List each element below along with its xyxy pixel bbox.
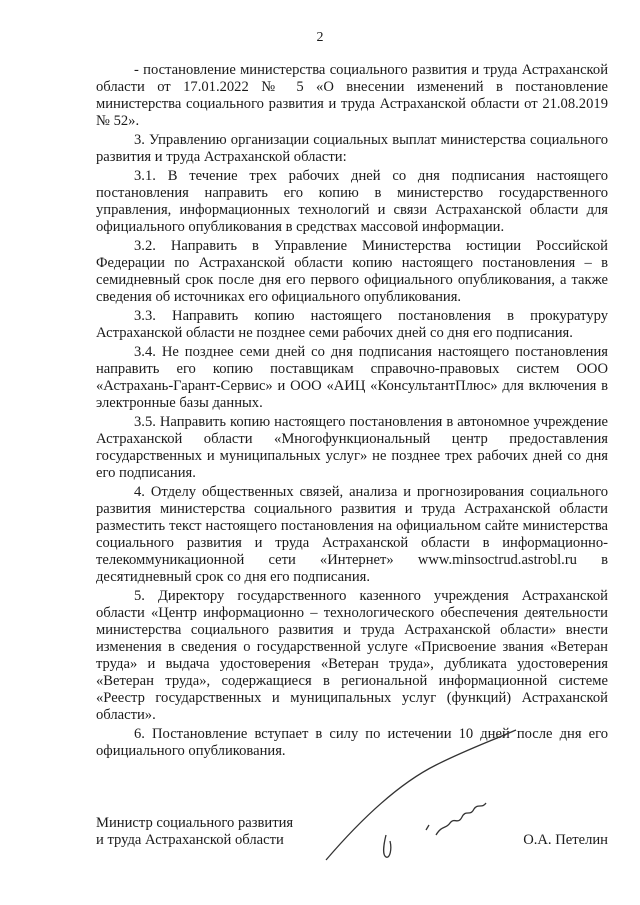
signatory-name: О.А. Петелин	[523, 832, 608, 848]
paragraph-3-1: 3.1. В течение трех рабочих дней со дня подписания настоящего постановления направить его копию в министерство государственного управления, информационных технологий и связи Астраханской области для официального опубликования в средствах массовой информации.	[96, 168, 608, 235]
paragraph-4: 4. Отделу общественных связей, анализа и прогнозирования социального развития министерства социального развития и труда Астраханской области разместить текст настоящего постановления на официальном сайте министерства социального развития и труда Астраханской области в информационно-телекоммуникационной сети «Интернет» www.minsoctrud.astrobl.ru в десятидневный срок со дня его подписания.	[96, 484, 608, 585]
paragraph-6: 6. Постановление вступает в силу по истечении 10 дней после дня его официального опубликования.	[96, 726, 608, 759]
signatory-title-line1: Министр социального развития	[96, 815, 294, 831]
paragraph-3-4: 3.4. Не позднее семи дней со дня подписания настоящего постановления направить его копию поставщикам справочно-правовых систем ООО «Астрахань-Гарант-Сервис» и ООО «АИЦ «КонсультантПлюс» для включения в электронные базы данных.	[96, 344, 608, 411]
paragraph-5: 5. Директору государственного казенного учреждения Астраханской области «Центр информационно – технологического обеспечения деятельности министерства социального развития и труда Астраханской области» внести изменения в сведения о государственной услуге «Присвоение звания «Ветеран труда» и выдача удостоверения «Ветеран труда», дубликата удостоверения «Ветеран труда», содержащиеся в региональной информационной системе «Реестр государственных и муниципальных услуг (функций) Астраханской области».	[96, 588, 608, 723]
signatory-title	[96, 815, 293, 849]
signatory-title-line2: и труда Астраханской области	[96, 832, 284, 848]
paragraph-list-item: - постановление министерства социального развития и труда Астраханской области от 17.01.2022 № 5 «О внесении изменений в постановление министерства социального развития и труда Астраханской области от 21.08.2019 № 52».	[96, 62, 608, 129]
paragraph-3: 3. Управлению организации социальных выплат министерства социального развития и труда Астраханской области:	[96, 132, 608, 165]
document-body	[96, 62, 608, 762]
handwritten-signature	[286, 725, 546, 865]
signature-block	[96, 815, 608, 855]
paragraph-3-3: 3.3. Направить копию настоящего постановления в прокуратуру Астраханской области не позднее семи рабочих дней со дня его подписания.	[96, 308, 608, 341]
paragraph-3-2: 3.2. Направить в Управление Министерства юстиции Российской Федерации по Астраханской области копию настоящего постановления – в семидневный срок после дня его первого официального опубликования, а также сведения об источниках его официального опубликования.	[96, 238, 608, 305]
paragraph-3-5: 3.5. Направить копию настоящего постановления в автономное учреждение Астраханской области «Многофункциональный центр предоставления государственных и муниципальных услуг» не позднее трех рабочих дней со дня его подписания.	[96, 414, 608, 481]
page-number: 2	[316, 30, 324, 45]
